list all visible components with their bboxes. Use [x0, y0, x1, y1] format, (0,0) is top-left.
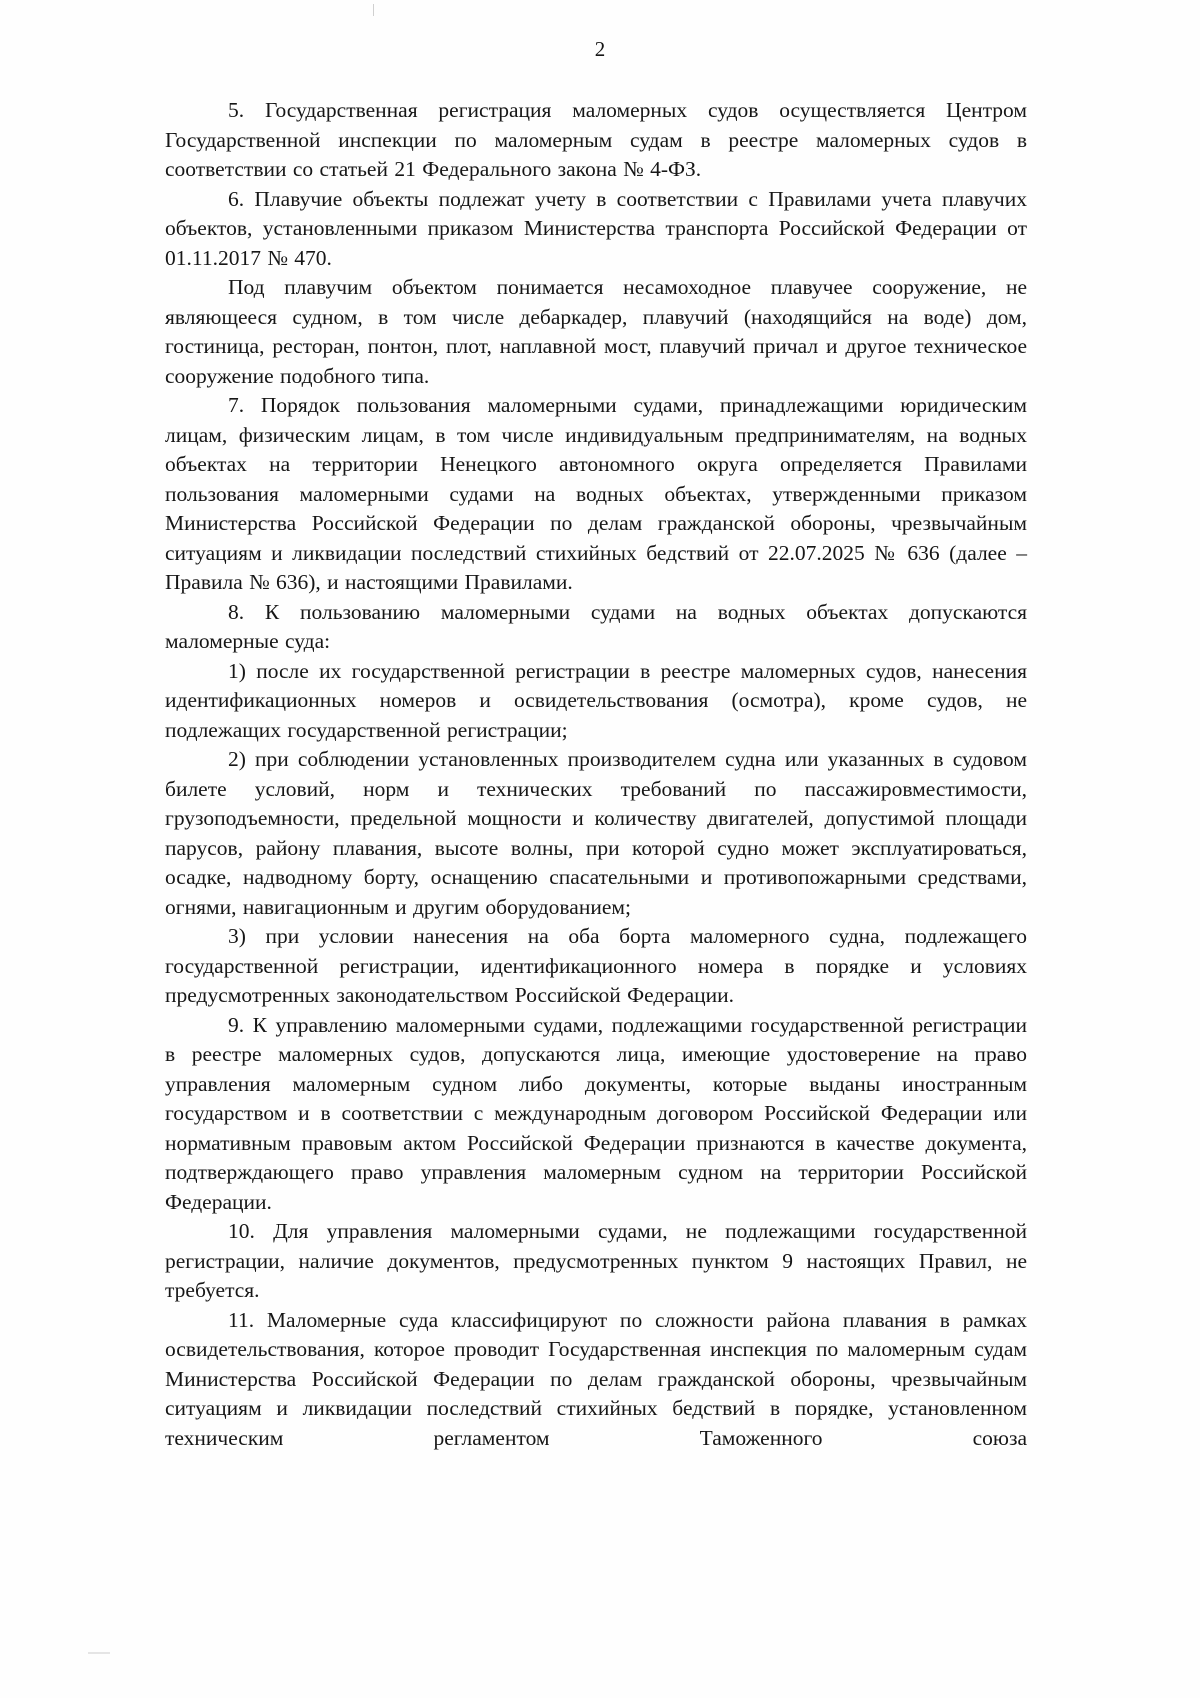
paragraph-9: 9. К управлению маломерными судами, подлежащими государственной регистрации в реестре маломерных судов, допускаются лица, имеющие удостоверение на право управления маломерным судном либо документы, которые выданы иностранным государством и в соответствии с международным договором Российской Федерации или нормативным правовым актом Российской Федерации признаются в качестве документа, подтверждающего право управления маломерным судном на территории Российской Федерации.	[165, 1012, 1027, 1214]
paragraph-8: 8. К пользованию маломерными судами на водных объектах допускаются маломерные суда:	[165, 599, 1027, 653]
paragraph-6: 6. Плавучие объекты подлежат учету в соответствии с Правилами учета плавучих объектов, установленными приказом Министерства транспорта Российской Федерации от 01.11.2017 № 470.	[165, 186, 1027, 270]
paragraph-6-definition: Под плавучим объектом понимается несамоходное плавучее сооружение, не являющееся судном, в том числе дебаркадер, плавучий (находящийся на воде) дом, гостиница, ресторан, понтон, плот, наплавной мост, плавучий причал и другое техническое сооружение подобного типа.	[165, 275, 1027, 388]
paragraph-8-item-1: 1) после их государственной регистрации в реестре маломерных судов, нанесения идентификационных номеров и освидетельствования (осмотра), кроме судов, не подлежащих государственной регистрации;	[165, 658, 1027, 742]
paragraph-11: 11. Маломерные суда классифицируют по сложности района плавания в рамках освидетельствования, которое проводит Государственная инспекция по маломерным судам Министерства Российской Федерации по делам гражданской обороны, чрезвычайным ситуациям и ликвидации последствий стихийных бедствий в порядке, установленном техническим регламентом Таможенного союза	[165, 1307, 1027, 1450]
scan-artifact-bottom	[88, 1652, 110, 1654]
paragraph-8-item-3: 3) при условии нанесения на оба борта маломерного судна, подлежащего государственной регистрации, идентификационного номера в порядке и условиях предусмотренных законодательством Российской Федерации.	[165, 924, 1027, 1007]
paragraph-8-item-2: 2) при соблюдении установленных производителем судна или указанных в судовом билете условий, норм и технических требований по пассажировместимости, грузоподъемности, предельной мощности и количеству двигателей, допустимой площади парусов, району плавания, высоте волны, при которой судно может эксплуатироваться, осадке, надводному борту, оснащению спасательными и противопожарными средствами, огнями, навигационным и другим оборудованием;	[165, 747, 1027, 919]
paragraph-5: 5. Государственная регистрация маломерных судов осуществляется Центром Государственной инспекции по маломерным судам в реестре маломерных судов в соответствии со статьей 21 Федерального закона № 4-ФЗ.	[165, 98, 1027, 181]
paragraph-10: 10. Для управления маломерными судами, не подлежащими государственной регистрации, наличие документов, предусмотренных пунктом 9 настоящих Правил, не требуется.	[165, 1219, 1027, 1302]
paragraph-7: 7. Порядок пользования маломерными судами, принадлежащими юридическим лицам, физическим лицам, в том числе индивидуальным предпринимателям, на водных объектах на территории Ненецкого автономного округа определяется Правилами пользования маломерными судами на водных объектах, утвержденными приказом Министерства Российской Федерации по делам гражданской обороны, чрезвычайным ситуациям и ликвидации последствий стихийных бедствий от 22.07.2025 № 636 (далее – Правила № 636), и настоящими Правилами.	[165, 393, 1027, 594]
document-body	[165, 96, 1027, 1453]
page-number: 2	[594, 37, 606, 61]
scan-artifact-top	[373, 4, 374, 16]
